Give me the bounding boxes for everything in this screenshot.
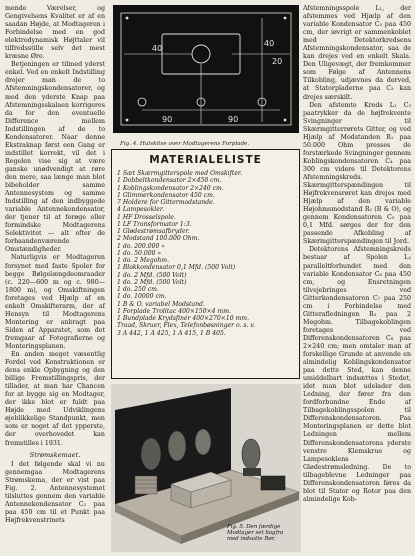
material-item: 1 Dobbeltkondensator 2×450 cm. <box>117 177 222 185</box>
material-item: 1 do. 200.000 » <box>117 242 166 250</box>
tube-1 <box>141 438 161 470</box>
right-paragraph-1: Afstemningsspole L₁, der afstemmes ved Hjælp af den variable Kondensator C₃ paa 450 cm, der iøvrigt er sammenkoblet med Detektorkredsens Afstemningskondensator, saa de kan drejes ved en enkelt Skala. Den Uligevægt, der fremkommer som Følge af Antennens Tilkobling, udjævnes da derved, at Statorpladerne paa C₃ kan drejes særskilt. <box>303 5 411 101</box>
left-paragraph-1: mende Værelser, og Gengivelsens Kvalitet er af en saadan Højde, at Modtageren i Forbindelse med en god elektrodynamisk Højttaler vil tilfredsstille selv det mest kræsne Øre. <box>5 5 105 61</box>
figure-4-front-plate-sketch <box>112 2 300 138</box>
tube-socket <box>243 468 261 476</box>
material-item: 1 do. 2 Mfd. (500 Volt) <box>117 271 187 279</box>
tube-3 <box>195 429 211 455</box>
material-item: 1 Koblingskondensator 2×240 cm. <box>117 184 224 192</box>
left-text-column <box>5 5 105 525</box>
dim-label-1: 40 <box>152 44 163 53</box>
material-item: Traad, Skruer, Flex, Telefonbøsninger o. s. v. <box>117 322 256 330</box>
screw-hole-tl <box>126 17 129 20</box>
section-heading-stromskemaet: Strømskemaet. <box>29 450 81 459</box>
material-list-title: MATERIALELISTE <box>149 154 262 166</box>
tube-2 <box>168 431 186 461</box>
right-paragraph-2: Den afstemte Kreds L₁ C₃ paatrykker da de højfrekvente Svingninger til Skærmgitterrørets Gitter, og ved Hjælp af Modstanden R₁ paa 50.000 Ohm presses de forstærkede Svingninger gennem Koblingskondensatoren C₄ paa 300 cm videre til Detektorens Afstemningskreds. Skærmgitterspændingen til Højfrekvensrøret kan drejes med Hjælp af den variable Højohmsmodstand R₂ (B & O), og gennem Kondensatoren C₅ paa 0,1 Mfd. sørges der for den passende Afkobling af Skærmgitterspændingen til Jord. <box>303 101 411 246</box>
material-item: 1 do. 250 cm. <box>117 286 159 293</box>
material-item: 1 Glimmerkondensator 450 cm. <box>117 191 215 199</box>
dim-label-5: 90 <box>228 115 239 124</box>
material-item: 3 A 442, 1 A 425, 1 A 415, 1 B 405. <box>117 329 226 337</box>
material-item: 1 HF Drosselspole. <box>117 213 176 221</box>
front-plate-drawing <box>112 2 300 138</box>
material-item: 1 do. 2 Megohm. <box>117 257 170 264</box>
material-item: 1 do. 10000 cm. <box>117 293 167 301</box>
tube-4 <box>242 439 260 469</box>
dim-label-2: 40 <box>264 39 275 48</box>
material-item: 1 Glødestrømsafbryder. <box>117 228 190 235</box>
left-paragraph-5: I det følgende skal vi nu gennemgaa Modtagerens Strømskema, der er vist paa Fig. 2. Antennesystemet tilsluttes gennem den variable Antennekondensator C₂ paa paa 450 cm til et Punkt paa Højfrekvenstrinets <box>5 460 105 524</box>
figure-4-caption: Fig. 4. Hulskitse over Modtagerens Forplade. <box>120 141 250 147</box>
material-item: 1 LF Transformator 1:3. <box>117 220 192 228</box>
dim-label-3: 20 <box>272 57 283 66</box>
material-item: 7 Holdere for Gittermodstande. <box>117 199 215 206</box>
material-item: 1 B & O. variabel Modstand. <box>117 300 205 308</box>
dim-label-4: 90 <box>162 115 173 124</box>
left-paragraph-2: Betjeningen er tilmed yderst enkel. Ved en enkelt Indstilling drejer man de to Afstemningskondensatorer, og med den yderste Knap paa Afstemningsskalaen korrigeres da for den eventuelle Difference mellem Indstillingen af de to Kondensatorer. Naar denne Ekstraknap først een Gang er indstillet korrekt, vil det i Regelen vise sig at være ganske unødvendigt at røre den mere, saa længe man blot bibeholder samme Antennesystem og samme Indstilling af den indbyggede variable Antennekondensator, der tjener til at forøge eller formindske Modtagerens Selektivitet — alt efter de forhaandenværende Omstændigheder. <box>5 61 105 254</box>
front-plate <box>113 5 299 133</box>
figure-5-caption: Fig. 5. Den færdige Modtager set bagfra med indsatte Rør. <box>227 524 284 542</box>
material-list-items <box>117 170 294 337</box>
material-item: 1 Blokkondensator 0,1 Mfd. (500 Volt) <box>117 264 236 272</box>
material-item: 1 Sæt Skærmgitterspole med Omskifter. <box>117 170 243 177</box>
material-item: 1 do. 2 Mfd. (500 Volt) <box>117 278 187 286</box>
material-list-box <box>111 149 300 379</box>
left-paragraph-3: Naturligvis er Modtageren forsynet med faste Spoler for begge Bølgelængdeomraader (c. 220—600 m og c. 980—1800 m), og Omskiftningen foretages ved Hjælp af en enkelt Omskifterarm, der af Hensyn til Modtagerens Montering er anbragt paa Siden af Apparatet, som det fremgaar af Fotografierne og Monteringsplanen. <box>5 254 105 350</box>
right-paragraph-3: Detektorens Afstemningskreds bestaar af Spolen L₂ paralleltforbundet med den variable Kondensator C₆ paa 450 cm, og Ensretningen tilvejebringes ved Gitterkondensatoren C₇ paa 250 cm i Forbindelse med Gitterafledningen R₃ paa 2 Megohm. Tilbagekoblingen foretages ved Differenskondensatoren C₈ paa 2×240 cm; men omtaler man af forskellige Grunde at anvende en almindelig Koblingskondensator paa dette Sted, kan denne umiddelbart indsættes i Stedet, idet man blot udelader den Ledning, der fører fra den fordforbundne Ende af Tilbagekoblingsspolen til Differenskondensatoren. Paa Monteringsplanen er dette blot Ledningen mellem Differenskondensatorens yderste venstre Klemskrue og Lampesoklens Glødestrømsledning. De to tilbageblevne Ledninger paa Differenskondensatoren føres da blot til Stator og Rotor paa den almindelige Kob- <box>303 246 411 503</box>
material-item: 1 Forplade Trolitac 400×150×4 mm. <box>117 307 231 315</box>
screw-hole-br <box>284 119 287 122</box>
material-item: 1 Bundplade Krydsfinér 400×270×10 mm. <box>117 315 250 322</box>
transformer <box>261 476 285 490</box>
coil <box>135 476 157 494</box>
material-item: 1 do. 50.000 » <box>117 249 162 257</box>
material-item: 4 Lampesokler. <box>117 206 165 214</box>
material-item: 2 Modstand 100.000 Ohm. <box>117 235 200 243</box>
screw-hole-tr <box>284 17 287 20</box>
left-paragraph-4: En anden meget væsentlig Fordel ved Konstruktionen er dens enkle Opbygning og den billige Fremstillingspris, der tillader, at man har Chancen for at bygge sig en Modtager, der ikke blot er fuldt paa Højde med Udviklingens øjeblikkelige Standpunkt, men som er noget af det ypperste, der overhovedet kan fremstilles i 1931. <box>5 351 105 447</box>
right-text-column <box>303 5 411 504</box>
screw-hole-bl <box>126 119 129 122</box>
